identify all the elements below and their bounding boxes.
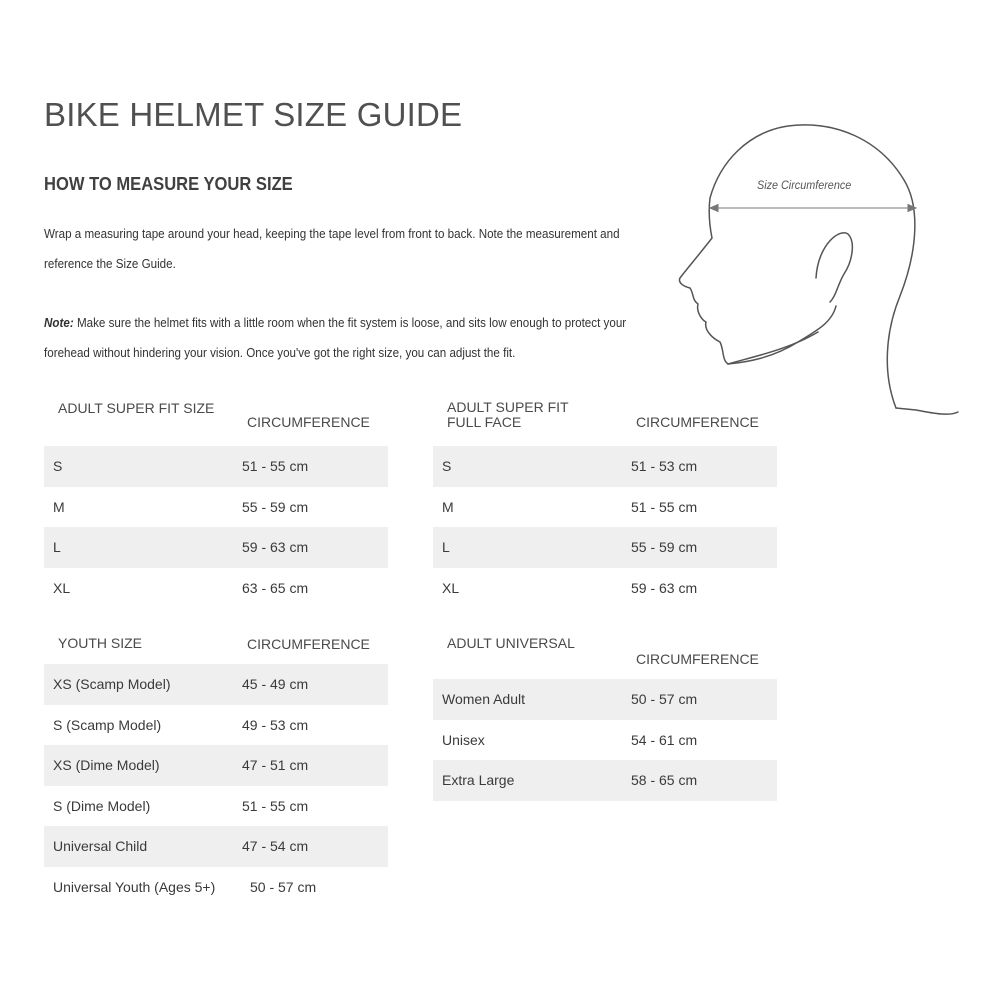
head-outline bbox=[679, 125, 914, 408]
circumference-cell: 59 - 63 cm bbox=[631, 579, 698, 596]
circumference-cell: 59 - 63 cm bbox=[242, 539, 309, 556]
size-cell: XL bbox=[442, 579, 460, 596]
circumference-arrow bbox=[710, 205, 916, 212]
circumference-cell: 51 - 55 cm bbox=[631, 498, 698, 515]
jaw-line bbox=[728, 332, 818, 364]
adult-super-fit-table bbox=[44, 398, 388, 608]
table-row bbox=[44, 527, 388, 568]
table-row bbox=[44, 664, 388, 705]
circumference-cell: 50 - 57 cm bbox=[631, 691, 698, 708]
size-cell: M bbox=[442, 498, 454, 515]
size-cell: Unisex bbox=[442, 731, 485, 748]
measure-heading: HOW TO MEASURE YOUR SIZE bbox=[44, 174, 293, 194]
measure-instructions: Wrap a measuring tape around your head, keeping the tape level from front to back. Note the measurement and reference the Size Guide. bbox=[44, 227, 620, 271]
circumference-cell: 55 - 59 cm bbox=[242, 498, 309, 515]
table-row bbox=[433, 679, 777, 720]
adult-universal-table bbox=[433, 634, 777, 801]
table-row bbox=[44, 446, 388, 487]
size-column-header: ADULT UNIVERSAL bbox=[447, 635, 575, 651]
adult-full-face-table bbox=[433, 398, 777, 608]
circumference-cell: 47 - 54 cm bbox=[242, 838, 309, 855]
head-measurement-diagram bbox=[668, 110, 968, 420]
circumference-column-header: CIRCUMFERENCE bbox=[636, 414, 759, 430]
size-cell: S (Dime Model) bbox=[53, 797, 151, 814]
circumference-cell: 51 - 55 cm bbox=[242, 458, 309, 475]
table-row bbox=[44, 568, 388, 609]
circumference-cell: 47 - 51 cm bbox=[242, 757, 309, 774]
size-cell: S bbox=[53, 458, 63, 475]
circumference-column-header: CIRCUMFERENCE bbox=[636, 651, 759, 667]
circumference-cell: 63 - 65 cm bbox=[242, 579, 309, 596]
size-column-header: ADULT SUPER FIT SIZE bbox=[58, 400, 215, 416]
size-cell: Universal Child bbox=[53, 838, 148, 855]
table-row bbox=[433, 527, 777, 568]
circumference-cell: 51 - 55 cm bbox=[242, 797, 309, 814]
table-header bbox=[433, 398, 777, 446]
size-cell: Universal Youth (Ages 5+) bbox=[53, 878, 216, 895]
size-cell: L bbox=[53, 539, 61, 556]
note-label: Note: bbox=[44, 316, 74, 330]
size-cell: Extra Large bbox=[442, 772, 515, 789]
table-row bbox=[44, 745, 388, 786]
table-header bbox=[44, 398, 388, 446]
circumference-cell: 54 - 61 cm bbox=[631, 731, 698, 748]
size-cell: XS (Scamp Model) bbox=[53, 676, 171, 693]
circumference-cell: 51 - 53 cm bbox=[631, 458, 698, 475]
ear-outline bbox=[816, 233, 852, 302]
circumference-cell: 45 - 49 cm bbox=[242, 676, 309, 693]
size-column-header: YOUTH SIZE bbox=[58, 635, 143, 651]
measure-note bbox=[44, 308, 639, 368]
size-cell: L bbox=[442, 539, 450, 556]
table-row bbox=[433, 568, 777, 609]
table-row bbox=[433, 720, 777, 761]
circumference-cell: 58 - 65 cm bbox=[631, 772, 698, 789]
circumference-label: Size Circumference bbox=[757, 178, 852, 192]
table-row bbox=[44, 705, 388, 746]
circumference-column-header: CIRCUMFERENCE bbox=[247, 636, 370, 652]
circumference-cell: 55 - 59 cm bbox=[631, 539, 698, 556]
circumference-cell: 49 - 53 cm bbox=[242, 716, 309, 733]
youth-size-table bbox=[44, 634, 388, 907]
size-column-header: ADULT SUPER FIT FULL FACE bbox=[447, 399, 569, 430]
circumference-column-header: CIRCUMFERENCE bbox=[247, 414, 370, 430]
table-row bbox=[44, 867, 388, 908]
table-header bbox=[44, 634, 388, 664]
size-cell: S (Scamp Model) bbox=[53, 716, 162, 733]
table-row bbox=[433, 446, 777, 487]
table-row bbox=[44, 487, 388, 528]
size-cell: M bbox=[53, 498, 65, 515]
page-title: BIKE HELMET SIZE GUIDE bbox=[44, 96, 463, 133]
table-header bbox=[433, 634, 777, 679]
size-cell: Women Adult bbox=[442, 691, 526, 708]
table-row bbox=[44, 826, 388, 867]
neck-back bbox=[896, 408, 958, 414]
size-cell: XL bbox=[53, 579, 71, 596]
size-cell: S bbox=[442, 458, 452, 475]
table-row bbox=[44, 786, 388, 827]
table-row bbox=[433, 487, 777, 528]
note-text: Make sure the helmet fits with a little room when the fit system is loose, and sits low enough to protect your forehead without hindering your vision. Once you've got the right size, you can adjust the fit. bbox=[44, 316, 627, 360]
circumference-cell: 50 - 57 cm bbox=[250, 878, 317, 895]
table-row bbox=[433, 760, 777, 801]
size-cell: XS (Dime Model) bbox=[53, 757, 160, 774]
